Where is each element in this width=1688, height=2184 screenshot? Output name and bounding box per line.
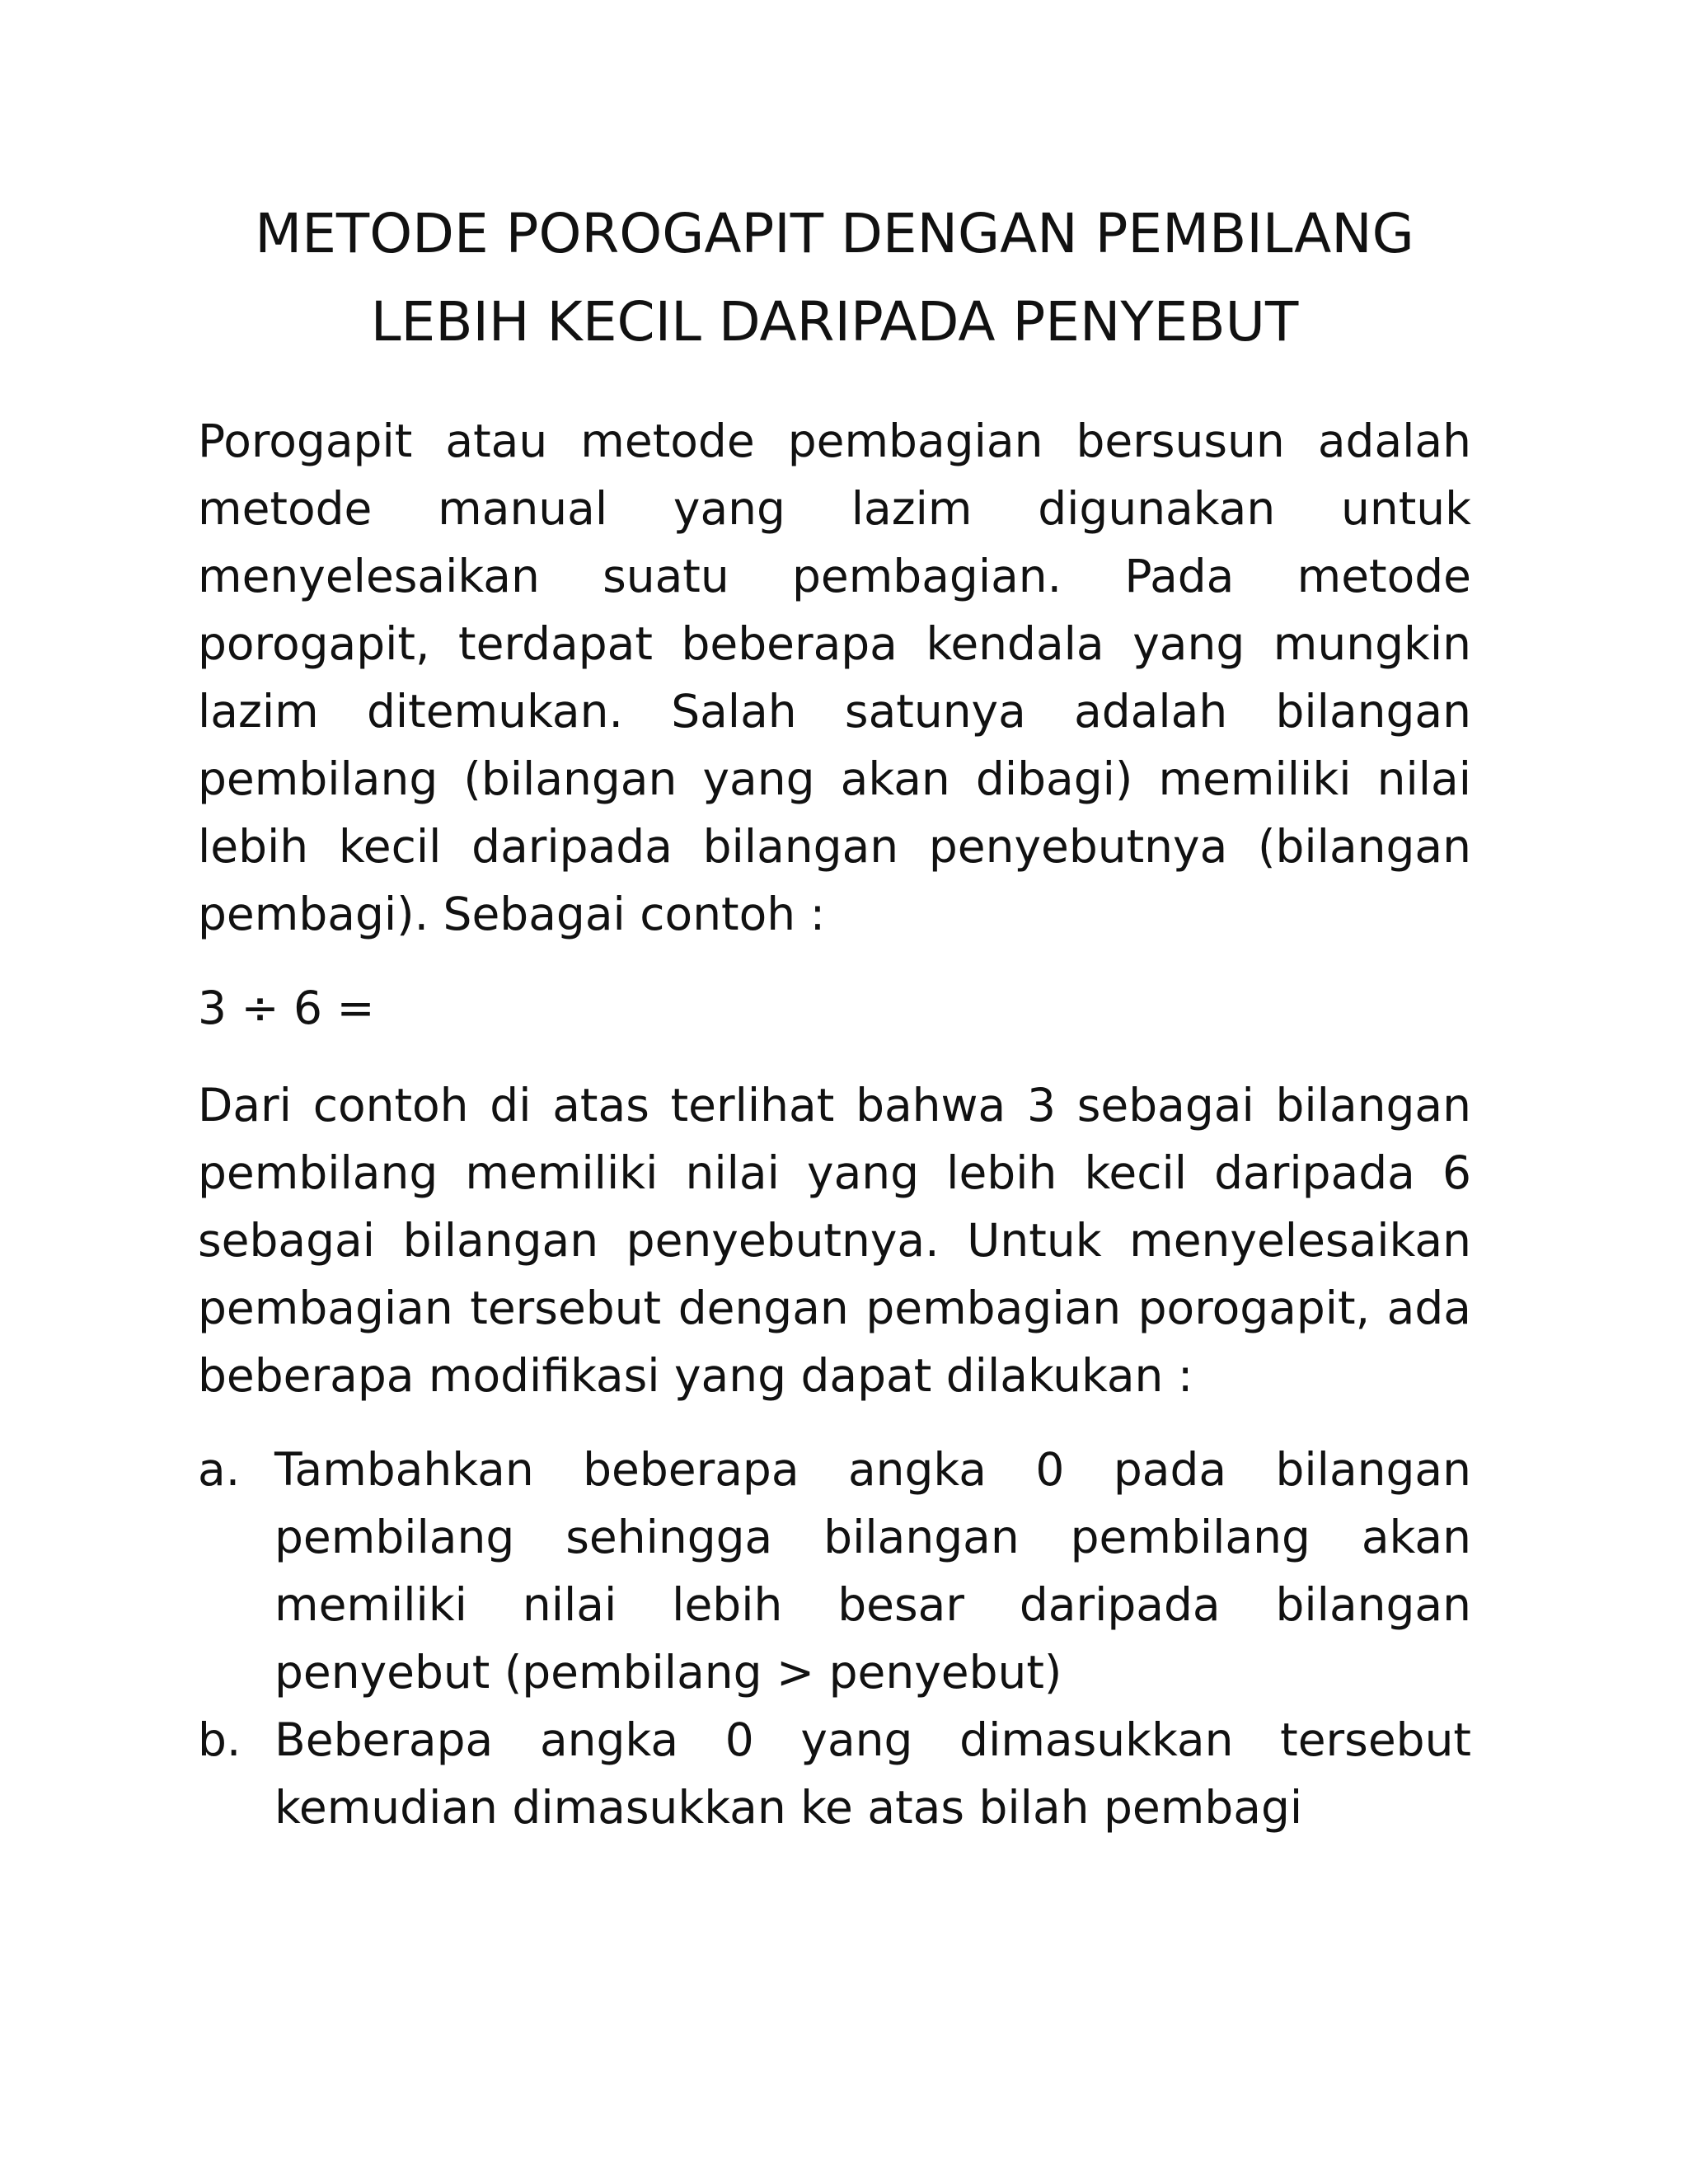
document-page <box>198 190 1471 1841</box>
list-item-text: Tambahkan beberapa angka 0 pada bilangan pembilang sehingga bilangan pembilang akan memiliki nilai lebih besar daripada bilangan penyebut (pembilang > penyebut) <box>274 1443 1471 1699</box>
example-equation: 3 ÷ 6 = <box>198 982 375 1034</box>
title-line-2: LEBIH KECIL DARIPADA PENYEBUT <box>370 290 1299 354</box>
title-line-1: METODE POROGAPIT DENGAN PEMBILANG <box>255 202 1414 265</box>
modification-list <box>198 1436 1471 1841</box>
list-item <box>198 1436 1471 1706</box>
list-marker: b. <box>198 1713 241 1766</box>
explanation-paragraph: Dari contoh di atas terlihat bahwa 3 sebagai bilangan pembilang memiliki nilai yang lebih kecil daripada 6 sebagai bilangan penyebutnya. Untuk menyelesaikan pembagian tersebut dengan pembagian porogapit, ada beberapa modifikasi yang dapat dilakukan : <box>198 1079 1471 1402</box>
page-title <box>198 190 1471 366</box>
list-marker: a. <box>198 1443 241 1496</box>
list-item-text: Beberapa angka 0 yang dimasukkan tersebut kemudian dimasukkan ke atas bilah pembagi <box>274 1713 1471 1834</box>
list-item <box>198 1706 1471 1841</box>
intro-paragraph: Porogapit atau metode pembagian bersusun adalah metode manual yang lazim digunakan untuk menyelesaikan suatu pembagian. Pada metode porogapit, terdapat beberapa kendala yang mungkin lazim ditemukan. Salah satunya adalah bilangan pembilang (bilangan yang akan dibagi) memiliki nilai lebih kecil daripada bilangan penyebutnya (bilangan pembagi). Sebagai contoh : <box>198 415 1471 940</box>
